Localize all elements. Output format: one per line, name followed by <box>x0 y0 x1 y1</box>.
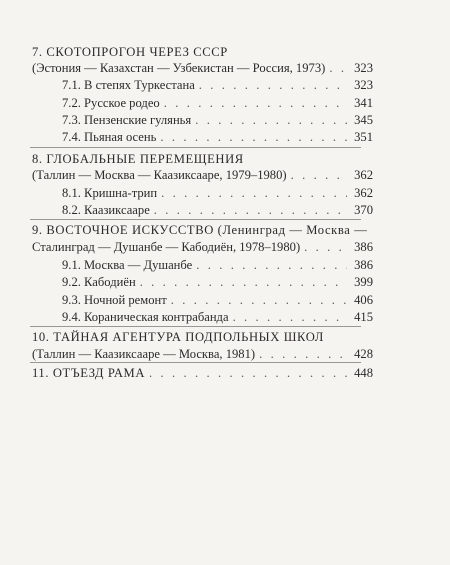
page-number: 386 <box>354 258 373 272</box>
page-number: 406 <box>354 293 373 307</box>
dot-leader <box>329 60 347 76</box>
dot-leader <box>164 95 347 111</box>
section-8-1-entry: 8.1. Кришна-трип . . . 362 <box>62 185 373 201</box>
dot-leader <box>160 129 347 145</box>
page-number: 362 <box>354 186 373 200</box>
page-number: 345 <box>354 113 373 127</box>
page-number: 323 <box>354 78 373 92</box>
chapter-divider <box>30 326 361 327</box>
chapter-8-subtitle-entry: (Таллин — Москва — Каазиксааре, 1979–1980) . . . 362 <box>32 167 373 183</box>
section-7-4-entry: 7.4. Пьяная осень . . . 351 <box>62 129 373 145</box>
section-7-3-entry: 7.3. Пензенские гулянья . . . 345 <box>62 112 373 128</box>
page-number: 415 <box>354 310 373 324</box>
dot-leader <box>161 185 347 201</box>
page-number: 386 <box>354 240 373 254</box>
chapter-10-title: 10. ТАЙНАЯ АГЕНТУРА ПОДПОЛЬНЫХ ШКОЛ <box>32 330 324 344</box>
dot-leader <box>199 77 347 93</box>
dot-leader <box>154 202 347 218</box>
dot-leader <box>233 309 347 325</box>
dot-leader <box>140 274 347 290</box>
dot-leader <box>304 239 347 255</box>
dot-leader <box>149 365 347 381</box>
section-7-1-entry: 7.1. В степях Туркестана . . . 323 <box>62 77 373 93</box>
chapter-8-title: 8. ГЛОБАЛЬНЫЕ ПЕРЕМЕЩЕНИЯ <box>32 152 244 166</box>
dot-leader <box>171 292 347 308</box>
page-number: 399 <box>354 275 373 289</box>
chapter-7-title: 7. СКОТОПРОГОН ЧЕРЕЗ СССР <box>32 45 228 59</box>
dot-leader <box>259 346 347 362</box>
chapter-divider <box>30 147 361 148</box>
section-9-3-entry: 9.3. Ночной ремонт . . . 406 <box>62 292 373 308</box>
page-number: 448 <box>354 366 373 380</box>
section-8-2-entry: 8.2. Каазиксааре . . . 370 <box>62 202 373 218</box>
chapter-11-entry: 11. ОТЪЕЗД РАМА . . . 448 <box>32 365 373 381</box>
page-number: 351 <box>354 130 373 144</box>
page-number: 323 <box>354 61 373 75</box>
dot-leader <box>291 167 347 183</box>
dot-leader <box>195 112 347 128</box>
chapter-9-title-line-2-entry: Сталинград — Душанбе — Кабодиён, 1978–1980) . . . 386 <box>32 239 373 255</box>
page-number: 362 <box>354 168 373 182</box>
page-number: 370 <box>354 203 373 217</box>
dot-leader <box>196 257 347 273</box>
page-number: 428 <box>354 347 373 361</box>
page-number: 341 <box>354 96 373 110</box>
chapter-divider <box>30 362 361 363</box>
section-7-2-entry: 7.2. Русское родео . . . 341 <box>62 95 373 111</box>
section-9-1-entry: 9.1. Москва — Душанбе . . . 386 <box>62 257 373 273</box>
chapter-10-subtitle-entry: (Таллин — Каазиксааре — Москва, 1981) . . . 428 <box>32 346 373 362</box>
section-9-2-entry: 9.2. Кабодиён . . . 399 <box>62 274 373 290</box>
chapter-divider <box>30 219 361 220</box>
chapter-9-title-line-1: 9. ВОСТОЧНОЕ ИСКУССТВО (Ленинград — Москва — <box>32 223 368 237</box>
section-9-4-entry: 9.4. Кораническая контрабанда . . . 415 <box>62 309 373 325</box>
chapter-7-subtitle-entry: (Эстония — Казахстан — Узбекистан — Россия, 1973) . . . 323 <box>32 60 373 76</box>
